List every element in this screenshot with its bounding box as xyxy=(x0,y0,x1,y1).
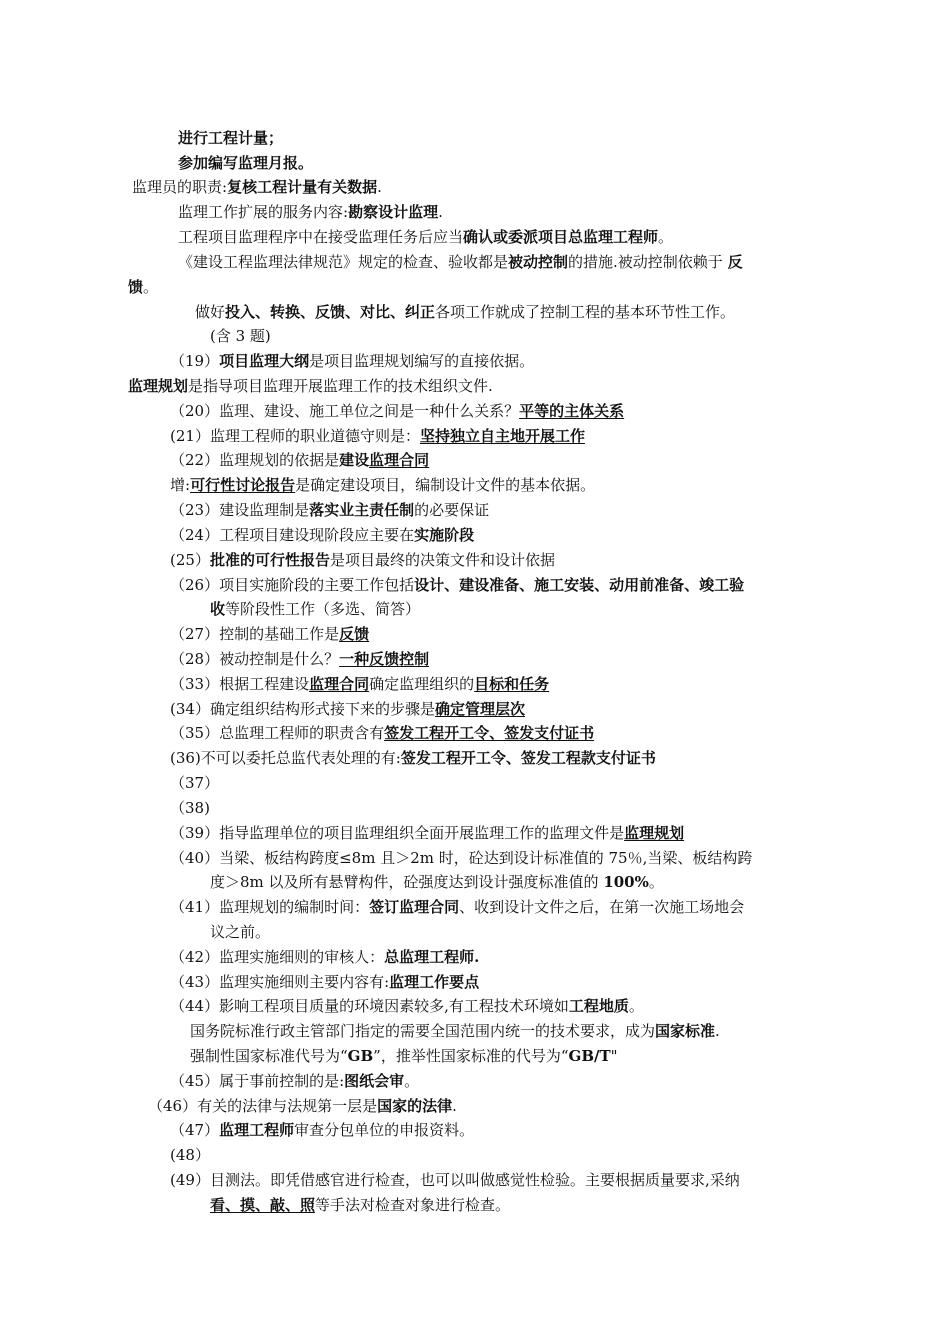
emphasized-text: 确定管理层次 xyxy=(434,700,525,718)
emphasized-text: 进行工程计量； xyxy=(178,129,284,147)
text-run: 等阶段性工作（多选、简答） xyxy=(225,600,421,618)
emphasized-text: 国家的法律 xyxy=(377,1097,453,1115)
text-run: 监理员的职责: xyxy=(132,178,228,196)
text-line xyxy=(170,947,479,967)
text-run: （47） xyxy=(170,1121,220,1139)
emphasized-text: 反馈 xyxy=(339,625,370,643)
text-run: . xyxy=(452,1097,457,1115)
text-line xyxy=(170,996,644,1016)
text-line xyxy=(170,525,474,545)
emphasized-text: 100% xyxy=(603,873,649,891)
text-run: （42）监理实施细则的审核人： xyxy=(170,948,385,966)
text-run: （37） xyxy=(170,774,220,792)
text-line xyxy=(170,351,534,371)
emphasized-text: 监理工程师 xyxy=(219,1121,295,1139)
text-run: 工程项目监理程序中在接受监理任务后应当 xyxy=(178,228,464,246)
text-run: 是确定建设项目，编制设计文件的基本依据。 xyxy=(295,476,596,494)
emphasized-text: GB/T xyxy=(568,1047,611,1065)
text-line xyxy=(170,1120,474,1140)
emphasized-text: 看、摸、敲、照 xyxy=(210,1196,316,1214)
emphasized-text: 监理合同 xyxy=(309,675,370,693)
text-line xyxy=(170,649,429,669)
text-run: 议之前。 xyxy=(210,923,271,941)
text-run: 。 xyxy=(143,278,159,296)
emphasized-text: 一种反馈控制 xyxy=(339,650,430,668)
text-run: (25） xyxy=(170,551,210,569)
text-run: 确定监理组织的 xyxy=(369,675,475,693)
text-run: （41）监理规划的编制时间： xyxy=(170,898,370,916)
emphasized-text: 实施阶段 xyxy=(414,526,475,544)
text-line xyxy=(178,202,443,222)
text-line xyxy=(170,426,585,446)
text-run: 做好 xyxy=(195,303,226,321)
text-run: (34）确定组织结构形式接下来的步骤是 xyxy=(170,700,435,718)
text-run: （39）指导监理单位的项目监理组织全面开展监理工作的监理文件是 xyxy=(170,824,625,842)
text-run: （33）根据工程建设 xyxy=(170,675,310,693)
text-run: （44）影响工程项目质量的环境因素较多,有工程技术环境如 xyxy=(170,997,569,1015)
emphasized-text: 国家标准 xyxy=(655,1022,716,1040)
text-line xyxy=(128,376,493,396)
text-run: 。 xyxy=(648,873,664,891)
emphasized-text: 勘察设计监理 xyxy=(348,203,439,221)
text-run: （45）属于事前控制的是: xyxy=(170,1072,345,1090)
text-run: 各项工作就成了控制工程的基本环节性工作。 xyxy=(435,303,736,321)
text-line xyxy=(190,1021,720,1041)
text-run: 《建设工程监理法律规范》规定的检查、验收都是 xyxy=(178,253,509,271)
text-line xyxy=(210,1195,510,1215)
text-run: . xyxy=(438,203,443,221)
emphasized-text: 投入、转换、反馈、对比、纠正 xyxy=(225,303,436,321)
text-run: 的措施.被动控制依赖于 xyxy=(568,253,728,271)
text-line xyxy=(128,277,158,297)
emphasized-text: 反 xyxy=(727,253,743,271)
emphasized-text: 监理工作要点 xyxy=(389,973,480,991)
text-line xyxy=(170,624,369,644)
text-run: 度＞8m 以及所有悬臂构件，砼强度达到设计强度标准值的 xyxy=(210,873,604,891)
emphasized-text: GB xyxy=(347,1047,374,1065)
emphasized-text: 签发工程开工令、签发支付证书 xyxy=(384,724,595,742)
text-line xyxy=(170,748,656,768)
text-run: （19） xyxy=(170,352,220,370)
text-line xyxy=(170,475,595,495)
text-line xyxy=(170,550,555,570)
emphasized-text: 工程地质 xyxy=(568,997,629,1015)
emphasized-text: 可行性讨论报告 xyxy=(190,476,296,494)
text-line xyxy=(170,798,210,818)
emphasized-text: 监理规划 xyxy=(624,824,685,842)
text-line xyxy=(178,153,313,173)
text-line xyxy=(170,500,489,520)
text-run: 。 xyxy=(658,228,674,246)
emphasized-text: 馈 xyxy=(128,278,144,296)
emphasized-text: 平等的主体关系 xyxy=(519,402,625,420)
text-line xyxy=(170,699,525,719)
text-run: （28）被动控制是什么？ xyxy=(170,650,340,668)
emphasized-text: 建设 xyxy=(339,451,370,469)
text-line xyxy=(170,575,744,595)
text-run: (48） xyxy=(170,1146,210,1164)
text-run: 。 xyxy=(404,1072,420,1090)
text-run: （43）监理实施细则主要内容有: xyxy=(170,973,390,991)
text-run: 、收到设计文件之后，在第一次施工场地会 xyxy=(459,898,745,916)
text-run: ”，推举性国家标准的代号为“ xyxy=(373,1047,569,1065)
text-run: 是项目最终的决策文件和设计依据 xyxy=(329,551,555,569)
text-line xyxy=(210,326,271,346)
emphasized-text: 确认或委派项目总监理工程师 xyxy=(463,228,659,246)
emphasized-text: 签发工程开工令、签发工程款支付证书 xyxy=(400,749,656,767)
text-line xyxy=(178,128,283,148)
text-run: 增: xyxy=(170,476,191,494)
text-line xyxy=(170,1145,210,1165)
text-run: " xyxy=(610,1047,618,1065)
emphasized-text: 被动控制 xyxy=(508,253,569,271)
text-run: （23）建设监理制是 xyxy=(170,501,310,519)
emphasized-text: 设计、建设准备、施工安装、动用前准备、竣工验 xyxy=(414,576,745,594)
text-run: （20）监理、建设、施工单位之间是一种什么关系？ xyxy=(170,402,520,420)
text-run: （22）监理规划的依据是 xyxy=(170,451,340,469)
text-run: 。 xyxy=(628,997,644,1015)
text-run: 的必要保证 xyxy=(414,501,490,519)
text-run: （26）项目实施阶段的主要工作包括 xyxy=(170,576,415,594)
emphasized-text: 目标和任务 xyxy=(474,675,550,693)
text-line xyxy=(178,227,673,247)
text-run: (36)不可以委托总监代表处理的有: xyxy=(170,749,401,767)
emphasized-text: 图纸会审 xyxy=(344,1072,405,1090)
text-run: 监理工作扩展的服务内容: xyxy=(178,203,349,221)
text-line xyxy=(190,1046,618,1066)
text-run: 审查分包单位的申报资料。 xyxy=(294,1121,475,1139)
text-line xyxy=(210,922,270,942)
text-run: (21）监理工程师的职业道德守则是： xyxy=(170,427,420,445)
emphasized-text: 复核工程计量有关数据 xyxy=(227,178,378,196)
text-line xyxy=(148,1096,457,1116)
text-line xyxy=(170,1170,740,1190)
text-line xyxy=(170,1071,419,1091)
text-line xyxy=(170,401,624,421)
emphasized-text: 坚持独立自主地开展工作 xyxy=(419,427,585,445)
text-run: （35）总监理工程师的职责含有 xyxy=(170,724,385,742)
text-line xyxy=(210,599,420,619)
emphasized-text: 批准的可行性报告 xyxy=(209,551,330,569)
text-run: （46）有关的法律与法规第一层是 xyxy=(148,1097,378,1115)
text-run: (含 3 题) xyxy=(210,327,271,345)
emphasized-text: 签订监理合同 xyxy=(369,898,460,916)
text-line xyxy=(195,302,735,322)
text-run: . xyxy=(377,178,382,196)
text-line xyxy=(132,177,382,197)
text-run: 是项目监理规划编写的直接依据。 xyxy=(309,352,535,370)
emphasized-text: 收 xyxy=(210,600,226,618)
emphasized-text: 参加编写监理月报。 xyxy=(178,154,314,172)
emphasized-text: 监理合同 xyxy=(369,451,430,469)
emphasized-text: 总监理工程师. xyxy=(384,948,480,966)
text-line xyxy=(170,773,219,793)
text-line xyxy=(170,450,429,470)
text-line xyxy=(178,252,743,272)
text-run: 国务院标准行政主管部门指定的需要全国范围内统一的技术要求，成为 xyxy=(190,1022,656,1040)
text-run: 等手法对检查对象进行检查。 xyxy=(315,1196,511,1214)
text-line xyxy=(170,897,744,917)
text-run: （40）当梁、板结构跨度≤8m 且＞2m 时，砼达到设计标准值的 75％,当梁、板结构跨 xyxy=(170,849,753,867)
text-line xyxy=(170,972,479,992)
text-run: 强制性国家标准代号为“ xyxy=(190,1047,348,1065)
text-line xyxy=(170,823,684,843)
text-line xyxy=(170,674,549,694)
text-run: （38) xyxy=(170,799,210,817)
emphasized-text: 项目监理大纲 xyxy=(219,352,310,370)
text-run: （27）控制的基础工作是 xyxy=(170,625,340,643)
text-run: . xyxy=(715,1022,720,1040)
text-run: (49）目测法。即凭借感官进行检查，也可以叫做感觉性检验。主要根据质量要求,采纳 xyxy=(170,1171,740,1189)
text-line xyxy=(170,723,594,743)
text-line xyxy=(210,872,664,892)
text-run: 是指导项目监理开展监理工作的技术组织文件. xyxy=(188,377,493,395)
text-line xyxy=(170,848,752,868)
text-run: （24）工程项目建设现阶段应主要在 xyxy=(170,526,415,544)
emphasized-text: 监理规划 xyxy=(128,377,189,395)
emphasized-text: 落实业主责任制 xyxy=(309,501,415,519)
